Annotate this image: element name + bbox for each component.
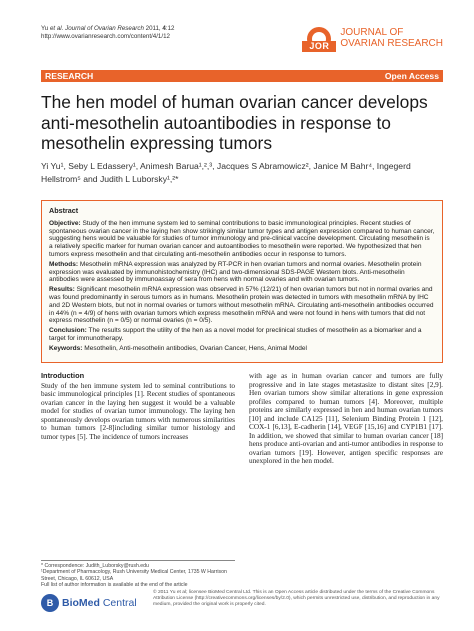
abstract-conclusion: Conclusion: The results support the utility of the hen as a novel model for preclinical studies of mesothelin as a biomarker and a target for immunotherapy. bbox=[49, 327, 422, 343]
biomed-central-logo bbox=[41, 594, 137, 612]
citation-pages: :12 bbox=[165, 25, 175, 32]
affiliation: ¹Department of Pharmacology, Rush University Medical Center, 1735 W Harrison Street, Chicago, IL 60612, USA bbox=[41, 569, 227, 582]
jor-logo-text: JOR bbox=[302, 41, 336, 52]
abstract-objective: Objective: Study of the hen immune system led to seminal contributions to basic immunological principles. Recent studies of spontaneous ovarian cancer in the laying hen show strikingly similar tumor types and antigen expression compared to human cancer, suggesting hens would be valuable for studies of tumor immunology and pre-clinical vaccine development. Circulating mesothelin is a relatively specific marker for human ovarian cancer and autoantibodies to mesothelin were reported. We hypothesized that hen tumors express mesothelin and that circulating anti-mesothelin antibodies occur in response to tumors. bbox=[49, 219, 435, 258]
section-label: RESEARCH bbox=[45, 71, 94, 81]
article-title: The hen model of human ovarian cancer develops anti-mesothelin autoantibodies in response to mesothelin expressing tumors bbox=[41, 92, 428, 153]
citation-et-al: et al. bbox=[49, 25, 64, 32]
abstract-heading: Abstract bbox=[49, 206, 79, 215]
journal-name-line1: JOURNAL OF bbox=[340, 27, 404, 38]
section-bar bbox=[41, 70, 443, 82]
bmc-logo-text: BioMed Central bbox=[62, 597, 137, 609]
author-info-note: Full list of author information is available at the end of the article bbox=[41, 581, 188, 588]
jor-logo-icon bbox=[302, 27, 336, 57]
bmc-logo-icon: B bbox=[41, 594, 59, 612]
open-access-label: Open Access bbox=[384, 71, 439, 81]
abstract-results: Results: Significant mesothelin mRNA expression was observed in 57% (12/21) of hen ovarian tumors but not in normal ovaries and was found predominantly in serous tumors as in humans. Mesothelin protein was detected in tumors with mesothelin mRNA by IHC and 2D Western blots, but not in normal ovaries or tumors without mesothelin mRNA. Circulating anti-mesothelin antibodies occurred in 44% (n = 4/9) of hens with ovarian tumors which express mesothelin mRNA and were not found in hens with tumors that did not express mesothelin (n = 0/5) or normal ovaries (n = 0/5). bbox=[49, 286, 434, 325]
abstract-keywords: Keywords: Mesothelin, Anti-mesothelin antibodies, Ovarian Cancer, Hens, Animal Model bbox=[49, 345, 308, 353]
citation-year: 2011, bbox=[145, 25, 161, 32]
citation-authors: Yu bbox=[41, 25, 49, 32]
citation-journal: Journal of Ovarian Research bbox=[65, 25, 144, 32]
body-column-right bbox=[249, 372, 443, 466]
footnote bbox=[41, 560, 235, 588]
abstract-box bbox=[41, 200, 443, 363]
body-text-continued: with age as in human ovarian cancer and tumors are fully progressive and in late stages metastasize to distant sites [2,9]. Hen ovarian tumors show similar alterations in gene expression profiles compared to human tumors [4]. Moreover, multiple proteins are similarly expressed in hen and human ovarian tumors [10] and include CA125 [11], Selenium Binding Protein 1 [12], COX-1 [6,13], E-cadherin [14], VEGF [15,16] and CYP1B1 [17]. In addition, we showed that similar to human ovarian cancer [18] hens produce anti-ovarian and anti-tumor antibodies in response to ovarian tumors [19]. However, antigen specific responses are unexplored in the hen model. bbox=[249, 372, 443, 466]
article-url[interactable]: http://www.ovarianresearch.com/content/4/1/12 bbox=[41, 33, 170, 41]
journal-name bbox=[340, 27, 443, 49]
correspondence[interactable]: * Correspondence: Judith_Luborsky@rush.edu bbox=[41, 563, 149, 569]
abstract-methods: Methods: Mesothelin mRNA expression was analyzed by RT-PCR in hen ovarian tumors and normal ovaries. Mesothelin protein expression was evaluated by immunohistochemistry (IHC) and two-dimensional SDS-PAGE Western blots. Anti-mesothelin antibodies were assessed by immunoassay of sera from hens with normal ovaries and with ovarian tumors. bbox=[49, 260, 422, 284]
body-column-left bbox=[41, 372, 235, 441]
journal-name-line2: OVARIAN RESEARCH bbox=[340, 38, 443, 49]
introduction-heading: Introduction bbox=[41, 371, 85, 380]
page-footer bbox=[41, 590, 443, 618]
license-text: © 2011 Yu et al; licensee BioMed Central Ltd. This is an Open Access article distributed under the terms of the Creative Commons Attribution License (http://creativecommons.org/licenses/by/2.0), which permits unrestricted use, distribution, and reproduction in any medium, provided the original work is properly cited. bbox=[153, 590, 440, 608]
author-list: Yi Yu¹, Seby L Edassery¹, Animesh Barua¹,²,³, Jacques S Abramowicz², Janice M Bahr⁴, Ingegerd Hellstrom⁵ and Judith L Luborsky¹,²* bbox=[41, 161, 411, 184]
journal-logo bbox=[302, 27, 443, 57]
introduction-text: Study of the hen immune system led to seminal contributions to basic immunological principles [1]. Recent studies of spontaneous ovarian cancer in the laying hen suggest it would be a valuable model for studies of ovarian tumor immunology. The laying hen spontaneously develops ovarian tumors with numerous similarities to human tumors [2-8]including similar tumor histology and tumor types [5]. The incidence of tumors increases bbox=[41, 381, 235, 441]
citation-volume: 4 bbox=[162, 25, 166, 32]
page-header bbox=[41, 25, 443, 61]
